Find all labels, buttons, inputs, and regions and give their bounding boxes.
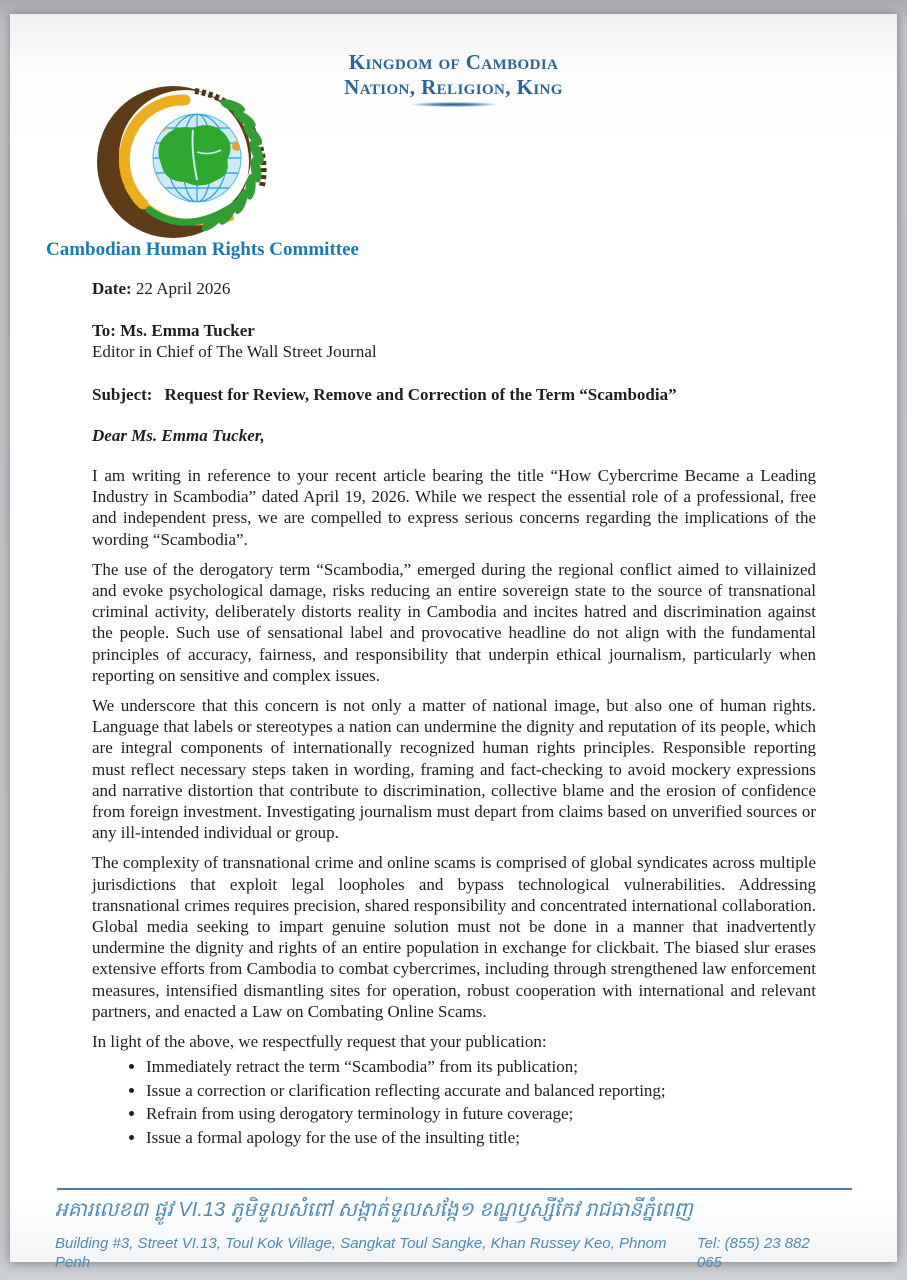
kingdom-header-line1: Kingdom of Cambodia: [348, 50, 559, 74]
list-item: • Issue a correction or clarification reflecting accurate and balanced reporting;: [146, 1079, 816, 1103]
footer-rule: [57, 1188, 852, 1190]
date-line: [92, 278, 816, 299]
salutation: Dear Ms. Emma Tucker,: [92, 425, 265, 445]
list-item: • Issue a formal apology for the use of the insulting title;: [146, 1126, 816, 1150]
letter-body: [92, 278, 816, 1149]
footer-address-khmer: អគារលេខ៣ ផ្លូវ VI.13 ភូមិទួលសំពៅ សង្កាត់ទួលសង្កែ១ ខណ្ឌឫស្សីកែវ រាជធានីភ្នំពេញ: [55, 1199, 693, 1221]
body-paragraph-1: I am writing in reference to your recent article bearing the title “How Cybercrime Became a Leading Industry in Scambodia” dated April 19, 2026. While we respect the essential role of a professional, free and independent press, we are compelled to express serious concerns regarding the implications of the wording “Scambodia”.: [92, 466, 816, 549]
body-paragraph-4: The complexity of transnational crime and online scams is comprised of global syndicates across multiple jurisdictions that exploit legal loopholes and bypass technological vulnerabilities. Addressing transnational crimes requires precision, shared responsibility and concentrated international collaboration. Global media seeking to impart genuine solution must not be done in a manner that inadvertently undermine the dignity and rights of an entire population in exchange for clickbait. The biased slur erases extensive efforts from Cambodia to combat cybercrimes, including through strengthened law enforcement measures, intensified dismantling sites for operation, robust cooperation with international and relevant partners, and enacted a Law on Combating Online Scams.: [92, 853, 816, 1021]
footer-english-row: [55, 1234, 837, 1272]
list-item: • Refrain from using derogatory terminology in future coverage;: [146, 1102, 816, 1126]
logo-globe: [153, 114, 242, 202]
recipient-block: [92, 320, 816, 362]
recipient-name: To: Ms. Emma Tucker: [92, 321, 255, 341]
kingdom-header-line2: Nation, Religion, King: [344, 75, 563, 99]
footer-address-english: Building #3, Street VI.13, Toul Kok Village, Sangkat Toul Sangke, Khan Russey Keo, Phnom Penh: [55, 1235, 667, 1271]
subject-line: [92, 384, 816, 405]
header-divider: [410, 102, 498, 107]
subject-text: Request for Review, Remove and Correction of the Term “Scambodia”: [164, 384, 677, 404]
list-item: • Immediately retract the term “Scambodia” from its publication;: [146, 1055, 816, 1079]
request-intro: In light of the above, we respectfully request that your publication:: [92, 1032, 547, 1052]
date-label: Date:: [92, 279, 132, 298]
logo-cambodia-map: [158, 125, 230, 185]
body-paragraph-2: The use of the derogatory term “Scambodia,” emerged during the regional conflict aimed to villainized and evoke psychological damage, risks reducing an entire sovereign state to the source of transnational criminal activity, deliberately distorts reality in Cambodia and incites hatred and discrimination against the people. Such use of sensational label and provocative headline do not align with the fundamental principles of accuracy, fairness, and responsibility that underpin ethical journalism, particularly when reporting on sensitive and complex issues.: [92, 559, 816, 685]
recipient-title: Editor in Chief of The Wall Street Journal: [92, 342, 377, 362]
date-value: 22 April 2026: [135, 279, 231, 298]
request-list: [92, 1055, 816, 1149]
chrc-emblem-icon: [93, 86, 269, 238]
letter-page: [10, 14, 897, 1271]
body-paragraph-3: We underscore that this concern is not only a matter of national image, but also one of human rights. Language that labels or stereotypes a nation can undermine the dignity and reputation of its people, which are integral components of internationally recognized human rights principles. Responsible reporting must reflect necessary steps taken in wording, framing and fact-checking to avoid mockery expressions and narrative distortion that contribute to discrimination, collective blame and the erosion of confidence from foreign investment. Investigating journalism must depart from claims based on unverified sources or any ill-intended individual or group.: [92, 696, 816, 843]
footer-tel: Tel: (855) 23 882 065: [696, 1235, 810, 1271]
org-name: Cambodian Human Rights Committee: [46, 239, 359, 260]
subject-label: Subject:: [92, 384, 153, 404]
